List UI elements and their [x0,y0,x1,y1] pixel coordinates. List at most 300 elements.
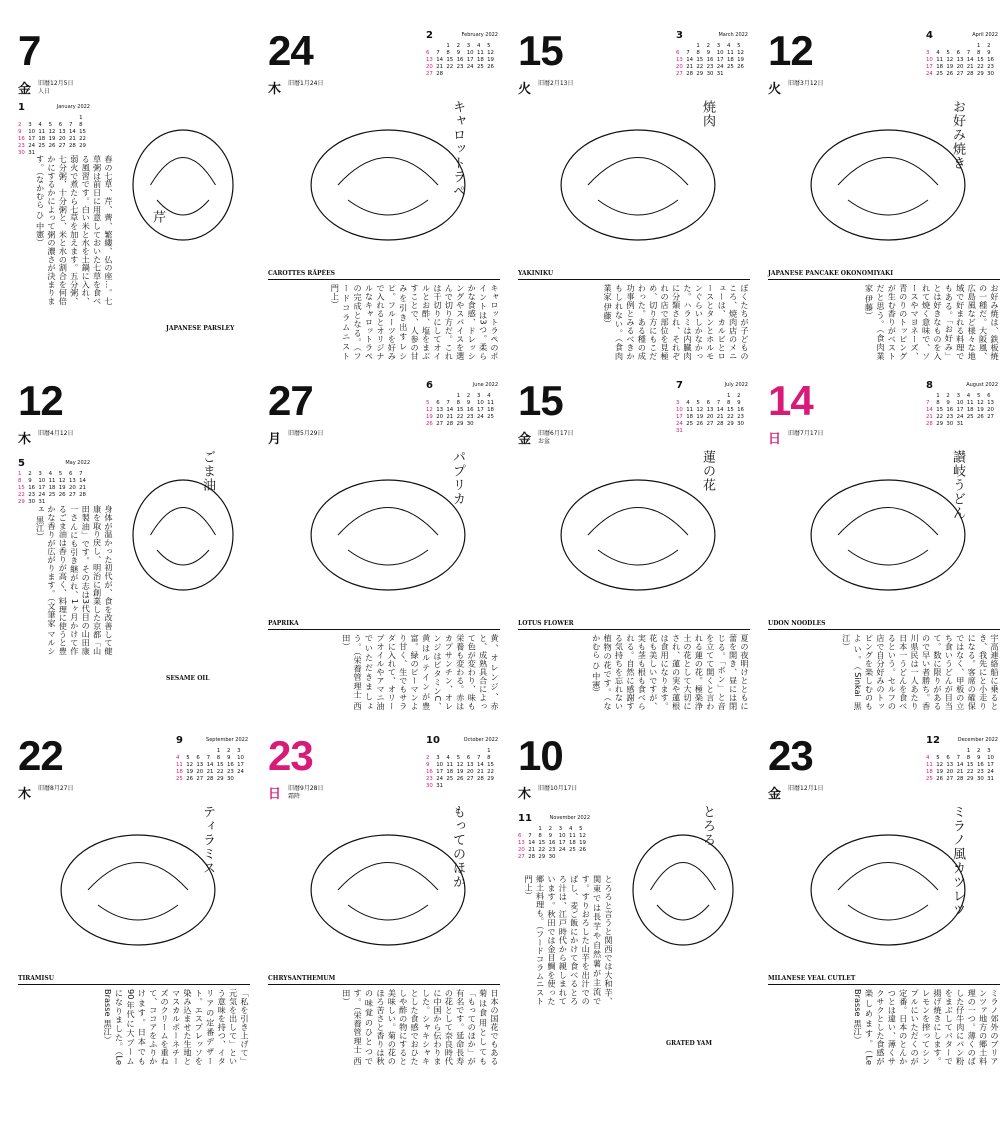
mini-calendar-grid [926,43,998,78]
mini-calendar-day: 20 [466,769,474,775]
mini-calendar-week [926,57,998,64]
mini-calendar-day [957,748,967,755]
mini-calendar-day [936,748,946,755]
mini-calendar-day: 17 [558,840,566,846]
mini-calendar-day: 7 [79,471,83,477]
mini-calendar-grid [676,393,748,435]
mini-calendar-day: 2 [976,748,981,754]
mini-calendar-week [426,71,498,78]
mini-calendar-day: 11 [487,400,494,406]
mini-calendar-day: 22 [487,769,494,775]
mini-calendar-day [686,393,696,400]
dish-label: 蓮の花 [700,450,715,492]
mini-calendar-title: December 2022 [957,737,998,743]
mini-calendar-day: 17 [436,769,444,775]
mini-calendar-day [946,43,956,50]
mini-calendar-week [426,50,498,57]
mini-calendar-day: 22 [696,64,704,70]
mini-calendar-day [727,428,737,435]
mini-calendar-month: 12 [926,735,940,746]
mini-calendar-day: 29 [726,421,734,427]
mini-calendar-day: 10 [237,755,244,761]
mini-calendar-day: 21 [716,414,724,420]
mini-calendar-day: 25 [726,64,734,70]
mini-calendar-day: 31 [676,428,683,434]
weekday: 木 [518,787,532,802]
mini-calendar-day: 20 [436,414,444,420]
mini-calendar-day [946,748,956,755]
old-calendar-line: 旧暦5月29日 [288,430,324,437]
mini-calendar-day: 17 [926,64,933,70]
mini-calendar-day: 13 [58,129,66,135]
old-calendar-date [538,785,577,793]
mini-calendar-day: 8 [446,50,450,56]
article-text: 黄、オレンジ、赤と、成熟具合によって色が変わり、味も栄養も変わる。赤はカプサンチン、オレンジはビタミンC、黄はルテインが豊富。緑のピーマンより甘く、生でもサラダに入れて、オリーブオイルやアマニ油でいただきましょう。（栄養管理士 西田） [341,634,500,710]
mini-calendar-day: 6 [58,122,63,128]
mini-calendar-day: 8 [18,478,22,484]
old-calendar-date [38,785,73,793]
mini-calendar-day: 9 [466,400,471,406]
weekday: 金 [18,82,32,97]
mini-calendar-grid [426,43,498,78]
mini-calendar-day: 18 [476,57,484,63]
day-number: 22 [18,732,63,779]
mini-calendar-day: 4 [446,755,450,761]
mini-calendar-day: 6 [676,50,680,56]
mini-calendar-week [176,748,248,755]
mini-calendar-day: 25 [38,143,46,149]
mini-calendar-day: 9 [426,762,430,768]
mini-calendar-day: 4 [926,755,930,761]
mini-calendar-day: 3 [466,43,471,49]
mini-calendar-day: 6 [426,50,430,56]
mini-calendar-day: 21 [926,414,933,420]
mini-calendar-day: 1 [18,471,22,477]
mini-calendar-day: 14 [68,129,76,135]
card-yakiniku [518,27,750,360]
mini-calendar-day: 23 [226,769,234,775]
mini-calendar-day: 7 [716,400,721,406]
mini-calendar-day: 22 [216,769,224,775]
mini-calendar-day [426,748,436,755]
article-text: とろろと言うと関西では大和芋、関東では長芋や自然薯が主流です。すりおろした山芋を出汁でのばし、麦ご飯にかけて食べるとろろ汁は、江戸時代から親しまれています。秋田では金目鯛を使った郷土料理も。（フードコラムニスト 門上） [524,875,614,1005]
mini-calendar-day: 29 [18,499,25,505]
mini-calendar-day: 9 [706,50,710,56]
mini-calendar-day: 4 [48,471,52,477]
mini-calendar-week [926,71,998,78]
mini-calendar-day: 5 [456,755,460,761]
weekday: 木 [18,787,32,802]
mini-calendar-day: 14 [446,407,454,413]
mini-calendar-day: 15 [936,407,944,413]
old-calendar-line: 旧暦12月1日 [788,785,824,792]
mini-calendar-day: 30 [737,421,744,427]
mini-calendar-day [457,783,467,790]
mini-calendar-day: 8 [726,400,731,406]
mini-calendar-day: 22 [79,136,86,142]
mini-calendar-day: 25 [176,776,183,782]
mini-calendar-day: 3 [237,748,241,754]
mini-calendar-day: 31 [28,150,36,156]
mini-calendar-day: 19 [696,414,704,420]
mini-calendar-week [18,478,90,485]
mini-calendar-day: 27 [946,776,954,782]
mini-calendar-day: 25 [446,776,454,782]
mini-calendar-week [426,414,498,421]
mini-calendar-day: 10 [38,478,46,484]
mini-calendar-day: 31 [987,776,994,782]
mini-calendar-day [977,421,987,428]
mini-calendar-day [967,43,977,50]
mini-calendar-week [18,136,90,143]
mini-calendar-day: 27 [436,421,444,427]
dish-caption: SESAME OIL [166,675,210,682]
dish-label: ティラミス [200,805,215,875]
mini-calendar-day: 6 [956,50,960,56]
mini-calendar-day: 26 [737,64,744,70]
mini-calendar-week [926,421,998,428]
mini-calendar-day: 20 [987,407,994,413]
mini-calendar-week [18,485,90,492]
mini-calendar-week [18,492,90,499]
mini-calendar-day: 26 [456,776,464,782]
mini-calendar-week [426,762,498,769]
day-number: 10 [518,732,563,779]
mini-calendar-day: 3 [926,50,930,56]
mini-calendar-day [987,421,997,428]
weekday: 日 [768,432,782,447]
mini-calendar-day: 26 [58,492,66,498]
mini-calendar-day: 26 [579,847,586,853]
mini-calendar-day: 31 [436,783,444,789]
mini-calendar-week [926,400,998,407]
mini-calendar-week [518,826,590,833]
mini-calendar-day [737,71,747,78]
mini-calendar-day: 18 [487,407,494,413]
mini-calendar-day: 2 [946,393,950,399]
mini-calendar-day: 23 [456,64,464,70]
mini-calendar-day: 14 [956,762,964,768]
mini-calendar-day: 31 [956,421,964,427]
mini-calendar-day: 2 [548,826,552,832]
mini-calendar-day [579,854,589,861]
mini-calendar-day: 14 [79,478,86,484]
mini-calendar-week [926,407,998,414]
mini-calendar-day: 11 [476,50,484,56]
mini-calendar-day: 9 [737,400,741,406]
mini-calendar-day: 1 [538,826,542,832]
mini-calendar-day: 18 [686,414,694,420]
mini-calendar-day: 8 [79,122,83,128]
weekday: 金 [768,787,782,802]
mini-calendar-day: 4 [966,393,971,399]
mini-calendar-day: 22 [966,769,974,775]
mini-calendar-day: 9 [987,50,991,56]
mini-calendar-day [727,71,737,78]
mini-calendar-title: October 2022 [463,737,498,743]
mini-calendar-day: 2 [28,471,32,477]
mini-calendar-week [926,762,998,769]
mini-calendar-week [426,421,498,428]
card-chrysanthemum [268,732,500,1065]
card-tiramisu [18,732,250,1065]
mini-calendar-day: 22 [976,64,984,70]
mini-calendar-day: 8 [976,50,981,56]
mini-calendar-day: 16 [737,407,744,413]
mini-calendar-day: 15 [487,762,494,768]
mini-calendar-day: 13 [676,57,683,63]
mini-calendar-month: 7 [676,380,683,391]
mini-calendar-day: 25 [966,414,974,420]
dish-caption: CHRYSANTHEMUM [268,975,500,985]
mini-calendar-day: 26 [976,414,984,420]
day-number: 14 [768,377,813,424]
mini-calendar-day: 15 [976,57,984,63]
mini-calendar-day: 1 [696,43,700,49]
mini-calendar-day: 16 [987,57,994,63]
mini-calendar-day: 29 [456,421,464,427]
mini-calendar-day: 4 [176,755,180,761]
mini-calendar-day: 12 [579,833,586,839]
mini-calendar-day: 7 [926,400,930,406]
mini-calendar-day: 28 [966,71,974,77]
mini-calendar-day: 8 [966,755,971,761]
dish-caption: LOTUS FLOWER [518,620,750,630]
mini-calendar-day: 19 [58,485,66,491]
mini-calendar-day: 12 [58,478,66,484]
mini-calendar-day: 15 [966,762,974,768]
mini-calendar-day: 14 [716,407,724,413]
mini-calendar-day: 31 [38,499,46,505]
mini-calendar-day: 16 [706,57,714,63]
mini-calendar-month: 2 [426,30,433,41]
mini-calendar-day: 21 [966,64,974,70]
mini-calendar-month: 11 [518,813,532,824]
mini-calendar-day: 23 [28,492,36,498]
old-calendar-date [38,430,73,438]
mini-calendar-day: 15 [456,407,464,413]
mini-calendar-day: 2 [226,748,231,754]
mini-calendar-day: 12 [737,50,744,56]
mini-calendar-day: 24 [716,64,724,70]
mini-calendar-grid [926,393,998,428]
mini-calendar-day: 18 [48,485,56,491]
mini-calendar-day: 19 [737,57,744,63]
old-calendar-date [788,785,823,793]
mini-calendar-day: 23 [548,847,556,853]
old-calendar-date [288,80,323,88]
mini-calendar-day: 18 [176,769,183,775]
old-calendar-line: 旧暦9月28日 [288,785,324,792]
mini-calendar-day [18,115,28,122]
mini-calendar-day [957,43,967,50]
mini-calendar-grid [518,826,590,861]
day-number: 12 [768,27,813,74]
mini-calendar-day: 17 [38,485,46,491]
article-text: お好み焼は、鉄板焼の一種だ。大阪風、広島風など様々な地域で好まれる料理でもある。「お好み」とは好きなものを入れて焼く意味で、ソースやマヨネーズ、青のりのトッピングが生む香りがベストだと思う。（食肉業家 伊藤） [864,284,1000,360]
mini-calendar-day: 23 [976,769,984,775]
mini-calendar-day: 1 [936,393,940,399]
mini-calendar-day: 30 [987,71,994,77]
mini-calendar-day: 5 [186,755,190,761]
dish-caption: GRATED YAM [666,1040,712,1047]
mini-calendar-day: 8 [216,755,221,761]
mini-calendar-day: 4 [936,50,940,56]
mini-calendar-day: 6 [706,400,710,406]
old-calendar-date [788,80,823,88]
mini-calendar-week [926,748,998,755]
mini-calendar-day: 4 [726,43,731,49]
mini-calendar-week [426,748,498,755]
mini-calendar-day: 22 [538,847,546,853]
mini-calendar-day [436,43,446,50]
mini-calendar-week [676,414,748,421]
mini-calendar-day: 19 [936,769,944,775]
mini-calendar-week [518,840,590,847]
mini-calendar-day: 28 [79,492,86,498]
mini-calendar-day: 29 [216,776,224,782]
mini-calendar-day: 11 [176,762,183,768]
article-text: キャロットラペのポイントは3つ。柔らかな食感、ドレッシングやスパイスを選んで切り方だ。これは千切りにしてオイルとお酢、塩をまぶすことで、人参の甘みを引き出すレシピ。フルーツを好みで入れるとオリジナルなキャロットラペの完成となる。（フードコラムニスト 門上） [330,284,500,360]
mini-calendar-day: 14 [436,57,444,63]
old-calendar-line: 旧暦12月5日 [38,80,74,87]
mini-calendar-day: 8 [696,50,700,56]
mini-calendar-week [176,762,248,769]
mini-calendar-day [237,776,247,783]
mini-calendar-day: 2 [466,393,471,399]
mini-calendar-day: 28 [686,71,694,77]
mini-calendar-day: 26 [426,421,433,427]
mini-calendar-day: 5 [487,43,491,49]
mini-calendar-week [926,64,998,71]
card-carrot [268,27,500,360]
mini-calendar-day: 30 [946,421,954,427]
mini-calendar-day: 16 [976,762,984,768]
mini-calendar-day: 13 [956,57,964,63]
mini-calendar-day: 21 [68,136,76,142]
mini-calendar-day: 22 [18,492,25,498]
mini-calendar-day [426,393,436,400]
mini-calendar-day: 5 [58,471,63,477]
mini-calendar-day: 15 [79,129,86,135]
mini-calendar-day: 25 [487,414,494,420]
mini-calendar-day [518,826,528,833]
mini-calendar-day: 27 [466,776,474,782]
mini-calendar-day: 27 [956,71,964,77]
mini-calendar-day: 20 [956,64,964,70]
mini-calendar-day: 7 [686,50,690,56]
mini-calendar-day: 17 [466,57,474,63]
mini-calendar-day: 12 [696,407,704,413]
mini-calendar-day: 1 [966,748,971,754]
mini-calendar-day: 7 [966,50,971,56]
mini-calendar-day: 16 [456,57,464,63]
mini-calendar-day: 29 [966,776,974,782]
dish-caption: CAROTTES RÂPÉES [268,270,500,280]
mini-calendar-day: 21 [956,769,964,775]
mini-calendar-day: 4 [38,122,42,128]
mini-calendar-title: March 2022 [718,32,748,38]
mini-calendar-day: 12 [946,57,954,63]
mini-calendar-day: 15 [216,762,224,768]
mini-calendar-day: 21 [446,414,454,420]
mini-calendar-day: 12 [487,50,494,56]
mini-calendar-day: 29 [487,776,494,782]
dish-label: キャロットラペ [450,100,465,198]
mini-calendar-day [28,115,38,122]
mini-calendar-day [186,748,196,755]
mini-calendar-week [518,847,590,854]
mini-calendar-grid [426,393,498,428]
mini-calendar-day [436,748,446,755]
mini-calendar-month: 6 [426,380,433,391]
mini-calendar-month: 4 [926,30,933,41]
old-calendar-line: 旧暦4月12日 [38,430,74,437]
mini-calendar-day: 9 [548,833,552,839]
mini-calendar-day: 16 [946,407,954,413]
mini-calendar-day: 24 [676,421,683,427]
dish-label: お好み焼き [950,100,965,170]
mini-calendar-day: 4 [487,393,491,399]
article-text: 身体が温かった初代が、食を改善して健康を取り戻し、明治に創業した京都「山田製油」です。その志は3代目の山田康一さんにも引き継がれ、1ヶ月かけて作るごま油は香りが高く、料理に使うと豊かな香りが広がります。（文筆家 マルシェ 黒江） [35,505,114,655]
day-number: 12 [18,377,63,424]
mini-calendar-day: 12 [426,407,433,413]
mini-calendar-day [676,393,686,400]
mini-calendar-day [446,783,456,790]
mini-calendar-day: 2 [706,43,710,49]
mini-calendar-week [676,421,748,428]
mini-calendar-grid [18,471,90,506]
mini-calendar-week [426,57,498,64]
mini-calendar-day: 23 [466,414,474,420]
mini-calendar-day: 21 [476,769,484,775]
mini-calendar-day: 16 [28,485,36,491]
mini-calendar-title: July 2022 [724,382,748,388]
mini-calendar-day: 11 [966,400,974,406]
mini-calendar-week [176,769,248,776]
mini-calendar-day: 8 [538,833,542,839]
old-calendar-date [38,80,73,96]
mini-calendar-day [426,43,436,50]
mini-calendar-day: 18 [446,769,454,775]
mini-calendar-day [196,748,206,755]
mini-calendar-day: 23 [987,64,994,70]
mini-calendar-day: 21 [686,64,694,70]
mini-calendar-day: 27 [196,776,204,782]
mini-calendar-day: 9 [456,50,460,56]
mini-calendar-day [686,428,696,435]
mini-calendar-day: 10 [956,400,964,406]
mini-calendar-day: 12 [456,762,464,768]
mini-calendar-day: 10 [558,833,566,839]
mini-calendar-day: 10 [436,762,444,768]
mini-calendar-day: 7 [436,50,440,56]
mini-calendar-day [477,71,487,78]
dish-label: ごま油 [200,450,215,492]
mini-calendar-day [477,421,487,428]
mini-calendar-day: 10 [676,407,683,413]
mini-calendar-day: 13 [426,57,433,63]
mini-calendar-day: 18 [568,840,576,846]
mini-calendar-title: August 2022 [966,382,998,388]
weekday: 日 [268,787,282,802]
mini-calendar-day: 3 [716,43,721,49]
mini-calendar-day: 7 [476,755,481,761]
mini-calendar-day: 9 [946,400,950,406]
mini-calendar-day: 29 [79,143,86,149]
mini-calendar-day: 14 [528,840,536,846]
mini-calendar-title: September 2022 [206,737,248,743]
